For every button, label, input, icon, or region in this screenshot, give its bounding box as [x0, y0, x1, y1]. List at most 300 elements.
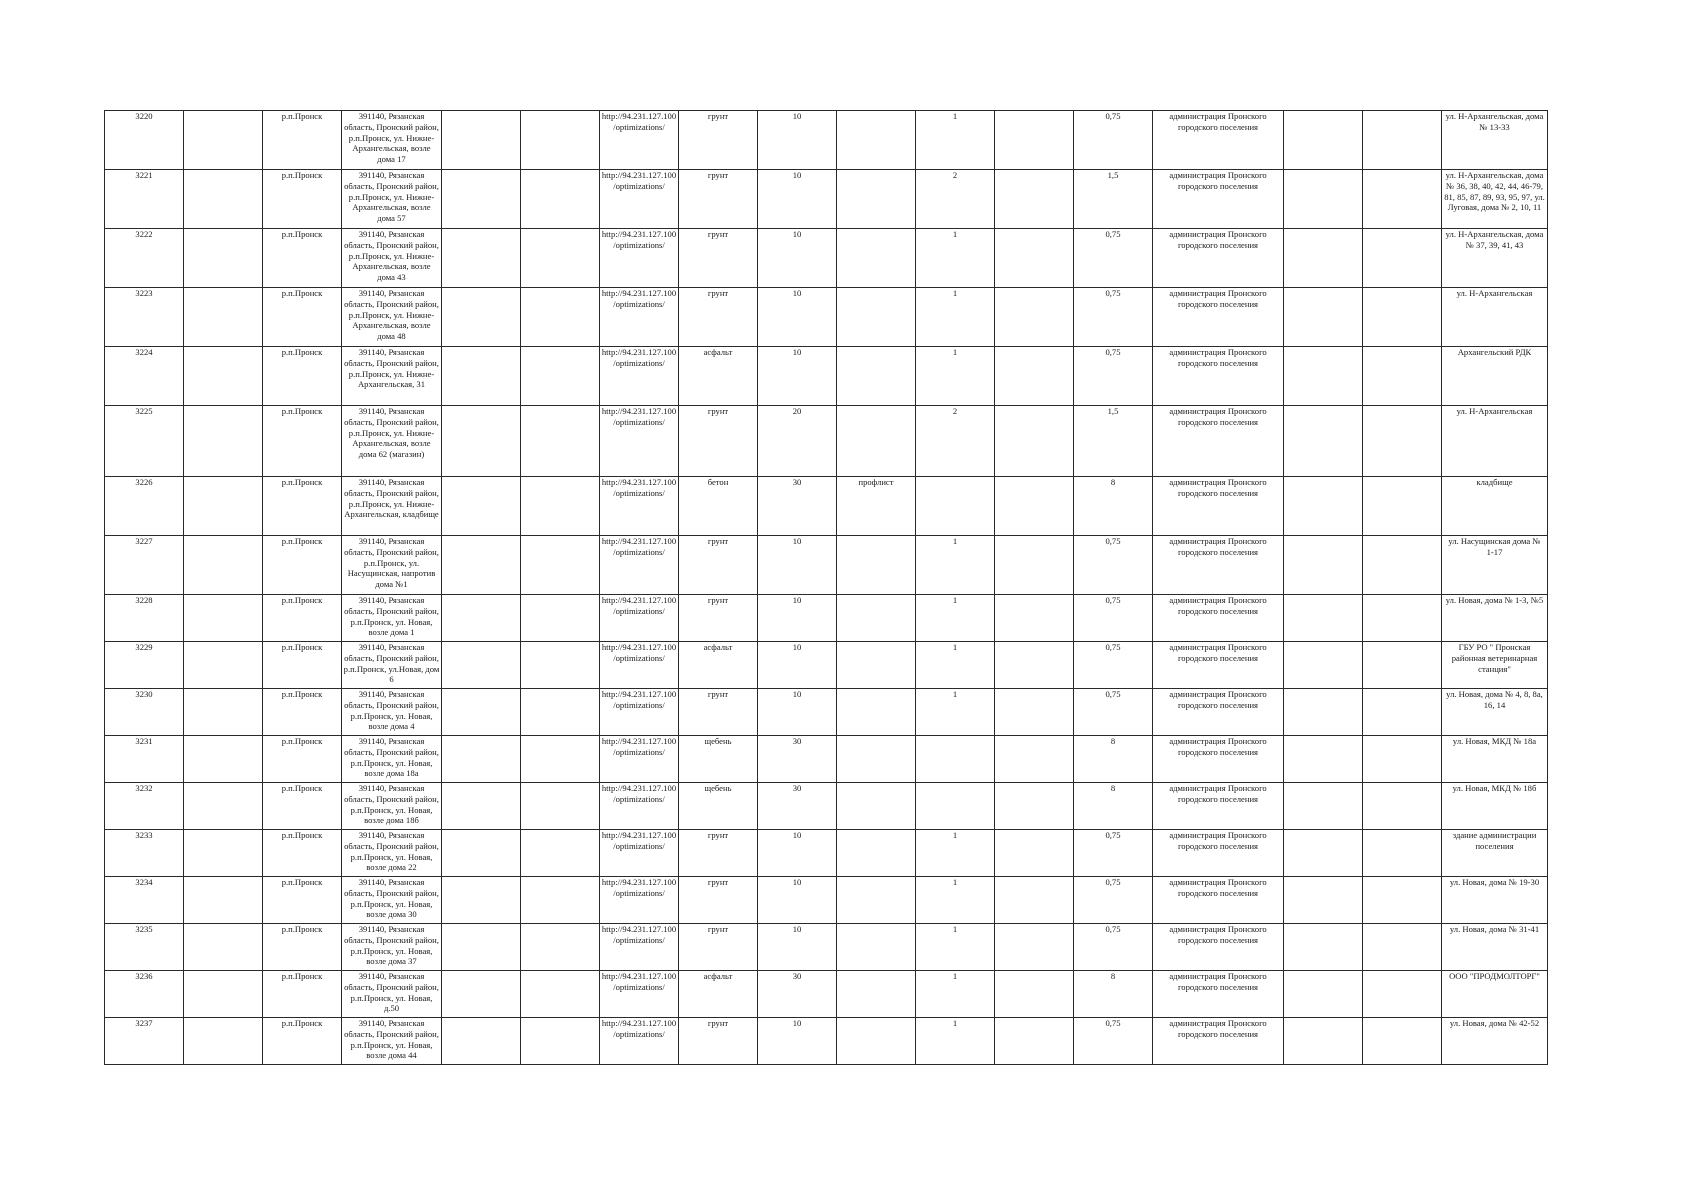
cell-empty-f	[1363, 347, 1442, 406]
cell-address: 391140, Рязанская область, Пронский район, р.п.Пронск, ул. Новая, возле дома 1	[342, 595, 442, 642]
table-body	[105, 111, 1548, 1065]
cell-empty-b	[442, 288, 521, 347]
cell-fence	[837, 229, 916, 288]
cell-locality: р.п.Пронск	[263, 830, 342, 877]
cell-owner: администрация Пронского городского поселения	[1153, 971, 1284, 1018]
cell-sources: здание администрации поселения	[1442, 830, 1548, 877]
waste-sites-table	[104, 110, 1548, 1065]
cell-empty-f	[1363, 536, 1442, 595]
cell-volume: 0,75	[1074, 288, 1153, 347]
cell-fence	[837, 642, 916, 689]
cell-empty-b	[442, 783, 521, 830]
cell-sources: ул. Новая, МКД № 18а	[1442, 736, 1548, 783]
cell-empty-b	[442, 877, 521, 924]
cell-empty-c	[521, 783, 600, 830]
cell-url: http://94.231.127.100/optimizations/	[600, 595, 679, 642]
registry-sheet	[104, 110, 1546, 1065]
cell-url: http://94.231.127.100/optimizations/	[600, 689, 679, 736]
cell-id: 3221	[105, 170, 184, 229]
cell-containers	[916, 477, 995, 536]
cell-empty-c	[521, 111, 600, 170]
cell-sources: ул. Новая, дома № 31-41	[1442, 924, 1548, 971]
cell-url: http://94.231.127.100/optimizations/	[600, 1018, 679, 1065]
cell-url: http://94.231.127.100/optimizations/	[600, 229, 679, 288]
cell-containers: 1	[916, 229, 995, 288]
cell-owner: администрация Пронского городского поселения	[1153, 924, 1284, 971]
cell-id: 3224	[105, 347, 184, 406]
cell-locality: р.п.Пронск	[263, 229, 342, 288]
cell-empty-c	[521, 406, 600, 477]
cell-empty-c	[521, 229, 600, 288]
cell-area: 10	[758, 111, 837, 170]
cell-empty-a	[184, 288, 263, 347]
cell-fence	[837, 971, 916, 1018]
cell-fence	[837, 877, 916, 924]
cell-sources: ул. Насущинская дома № 1-17	[1442, 536, 1548, 595]
cell-empty-f	[1363, 877, 1442, 924]
cell-surface: грунт	[679, 1018, 758, 1065]
table-row	[105, 477, 1548, 536]
cell-area: 30	[758, 477, 837, 536]
cell-volume: 8	[1074, 736, 1153, 783]
cell-locality: р.п.Пронск	[263, 288, 342, 347]
cell-empty-e	[1284, 595, 1363, 642]
cell-containers: 1	[916, 288, 995, 347]
cell-id: 3222	[105, 229, 184, 288]
cell-empty-a	[184, 877, 263, 924]
cell-containers: 1	[916, 924, 995, 971]
cell-volume: 1,5	[1074, 170, 1153, 229]
cell-surface: бетон	[679, 477, 758, 536]
cell-area: 20	[758, 406, 837, 477]
cell-sources: ГБУ РО " Пронская районная ветеринарная станция"	[1442, 642, 1548, 689]
cell-locality: р.п.Пронск	[263, 783, 342, 830]
cell-id: 3236	[105, 971, 184, 1018]
cell-id: 3230	[105, 689, 184, 736]
cell-address: 391140, Рязанская область, Пронский район, р.п.Пронск, ул. Новая, возле дома 22	[342, 830, 442, 877]
cell-empty-e	[1284, 288, 1363, 347]
cell-id: 3228	[105, 595, 184, 642]
cell-locality: р.п.Пронск	[263, 170, 342, 229]
cell-empty-a	[184, 783, 263, 830]
cell-empty-f	[1363, 971, 1442, 1018]
cell-containers: 1	[916, 595, 995, 642]
cell-url: http://94.231.127.100/optimizations/	[600, 736, 679, 783]
cell-empty-b	[442, 477, 521, 536]
cell-locality: р.п.Пронск	[263, 536, 342, 595]
cell-locality: р.п.Пронск	[263, 642, 342, 689]
cell-empty-c	[521, 1018, 600, 1065]
cell-fence	[837, 1018, 916, 1065]
cell-owner: администрация Пронского городского поселения	[1153, 406, 1284, 477]
table-row	[105, 1018, 1548, 1065]
cell-id: 3235	[105, 924, 184, 971]
cell-empty-f	[1363, 477, 1442, 536]
cell-empty-a	[184, 1018, 263, 1065]
cell-fence	[837, 111, 916, 170]
cell-volume: 0,75	[1074, 924, 1153, 971]
cell-empty-f	[1363, 736, 1442, 783]
cell-containers: 1	[916, 347, 995, 406]
cell-empty-f	[1363, 830, 1442, 877]
cell-address: 391140, Рязанская область, Пронский район, р.п.Пронск, ул. Нижне-Архангельская, возле дома 17	[342, 111, 442, 170]
cell-sources: ул. Новая, МКД № 18б	[1442, 783, 1548, 830]
cell-empty-a	[184, 736, 263, 783]
cell-surface: грунт	[679, 830, 758, 877]
cell-empty-e	[1284, 1018, 1363, 1065]
cell-locality: р.п.Пронск	[263, 477, 342, 536]
cell-empty-d	[995, 595, 1074, 642]
table-row	[105, 347, 1548, 406]
cell-fence	[837, 689, 916, 736]
cell-owner: администрация Пронского городского поселения	[1153, 595, 1284, 642]
cell-empty-a	[184, 595, 263, 642]
cell-surface: грунт	[679, 288, 758, 347]
cell-empty-a	[184, 347, 263, 406]
cell-address: 391140, Рязанская область, Пронский район, р.п.Пронск, ул. Новая, возле дома 18а	[342, 736, 442, 783]
cell-empty-d	[995, 170, 1074, 229]
cell-empty-e	[1284, 830, 1363, 877]
cell-empty-d	[995, 877, 1074, 924]
cell-empty-c	[521, 477, 600, 536]
cell-surface: щебень	[679, 783, 758, 830]
cell-empty-e	[1284, 877, 1363, 924]
cell-empty-a	[184, 924, 263, 971]
cell-id: 3225	[105, 406, 184, 477]
cell-empty-d	[995, 477, 1074, 536]
cell-url: http://94.231.127.100/optimizations/	[600, 830, 679, 877]
cell-empty-c	[521, 971, 600, 1018]
cell-id: 3237	[105, 1018, 184, 1065]
cell-containers: 1	[916, 642, 995, 689]
cell-empty-b	[442, 229, 521, 288]
table-row	[105, 406, 1548, 477]
cell-url: http://94.231.127.100/optimizations/	[600, 924, 679, 971]
cell-owner: администрация Пронского городского поселения	[1153, 111, 1284, 170]
cell-sources: ул. Н-Архангельская, дома № 37, 39, 41, 43	[1442, 229, 1548, 288]
cell-id: 3233	[105, 830, 184, 877]
cell-empty-f	[1363, 288, 1442, 347]
cell-empty-b	[442, 111, 521, 170]
cell-empty-b	[442, 642, 521, 689]
cell-containers: 1	[916, 536, 995, 595]
cell-area: 10	[758, 347, 837, 406]
cell-empty-d	[995, 229, 1074, 288]
cell-empty-a	[184, 642, 263, 689]
cell-empty-d	[995, 924, 1074, 971]
cell-id: 3232	[105, 783, 184, 830]
cell-empty-a	[184, 111, 263, 170]
cell-empty-a	[184, 689, 263, 736]
cell-empty-f	[1363, 595, 1442, 642]
cell-locality: р.п.Пронск	[263, 595, 342, 642]
cell-owner: администрация Пронского городского поселения	[1153, 736, 1284, 783]
cell-surface: асфальт	[679, 347, 758, 406]
cell-address: 391140, Рязанская область, Пронский район, р.п.Пронск, ул. Новая, возле дома 4	[342, 689, 442, 736]
cell-volume: 0,75	[1074, 830, 1153, 877]
cell-containers: 1	[916, 111, 995, 170]
cell-owner: администрация Пронского городского поселения	[1153, 877, 1284, 924]
cell-empty-c	[521, 830, 600, 877]
cell-url: http://94.231.127.100/optimizations/	[600, 783, 679, 830]
table-row	[105, 111, 1548, 170]
cell-empty-b	[442, 689, 521, 736]
cell-url: http://94.231.127.100/optimizations/	[600, 406, 679, 477]
cell-address: 391140, Рязанская область, Пронский район, р.п.Пронск, ул. Нижне-Архангельская, возле дома 62 (магазин)	[342, 406, 442, 477]
cell-id: 3220	[105, 111, 184, 170]
table-row	[105, 536, 1548, 595]
cell-empty-e	[1284, 170, 1363, 229]
cell-containers: 1	[916, 830, 995, 877]
cell-address: 391140, Рязанская область, Пронский район, р.п.Пронск, ул. Нижне-Архангельская, возле дома 43	[342, 229, 442, 288]
cell-area: 10	[758, 924, 837, 971]
cell-empty-a	[184, 229, 263, 288]
table-row	[105, 877, 1548, 924]
cell-url: http://94.231.127.100/optimizations/	[600, 111, 679, 170]
cell-empty-d	[995, 406, 1074, 477]
cell-empty-e	[1284, 924, 1363, 971]
cell-address: 391140, Рязанская область, Пронский район, р.п.Пронск, ул. Нижне-Архангельская, возле дома 57	[342, 170, 442, 229]
cell-sources: ул. Н-Архангельская, дома № 36, 38, 40, 42, 44, 46-79, 81, 85, 87, 89, 93, 95, 97, ул. Луговая, дома № 2, 10, 11	[1442, 170, 1548, 229]
cell-empty-c	[521, 924, 600, 971]
cell-sources: ул. Новая, дома № 1-3, №5	[1442, 595, 1548, 642]
cell-surface: щебень	[679, 736, 758, 783]
cell-empty-f	[1363, 111, 1442, 170]
cell-id: 3231	[105, 736, 184, 783]
cell-fence	[837, 170, 916, 229]
cell-url: http://94.231.127.100/optimizations/	[600, 877, 679, 924]
cell-sources: Архангельский РДК	[1442, 347, 1548, 406]
cell-fence	[837, 288, 916, 347]
cell-empty-c	[521, 689, 600, 736]
cell-locality: р.п.Пронск	[263, 111, 342, 170]
cell-empty-f	[1363, 406, 1442, 477]
cell-empty-f	[1363, 229, 1442, 288]
table-row	[105, 288, 1548, 347]
cell-sources: ул. Новая, дома № 42-52	[1442, 1018, 1548, 1065]
cell-containers: 1	[916, 971, 995, 1018]
cell-containers: 1	[916, 1018, 995, 1065]
cell-sources: ул. Н-Архангельская, дома № 13-33	[1442, 111, 1548, 170]
cell-containers: 2	[916, 406, 995, 477]
cell-fence	[837, 536, 916, 595]
cell-empty-d	[995, 347, 1074, 406]
cell-empty-a	[184, 971, 263, 1018]
table-row	[105, 595, 1548, 642]
cell-empty-c	[521, 347, 600, 406]
cell-address: 391140, Рязанская область, Пронский район, р.п.Пронск, ул. Новая, возле дома 37	[342, 924, 442, 971]
cell-volume: 0,75	[1074, 689, 1153, 736]
cell-fence	[837, 783, 916, 830]
cell-owner: администрация Пронского городского поселения	[1153, 642, 1284, 689]
cell-empty-d	[995, 536, 1074, 595]
cell-volume: 0,75	[1074, 347, 1153, 406]
cell-empty-b	[442, 595, 521, 642]
cell-sources: ООО "ПРОДМОЛТОРГ"	[1442, 971, 1548, 1018]
cell-volume: 0,75	[1074, 536, 1153, 595]
cell-sources: кладбище	[1442, 477, 1548, 536]
cell-address: 391140, Рязанская область, Пронский район, р.п.Пронск, ул.Новая, дом 6	[342, 642, 442, 689]
cell-sources: ул. Новая, дома № 4, 8, 8а, 16, 14	[1442, 689, 1548, 736]
cell-fence	[837, 595, 916, 642]
cell-area: 30	[758, 783, 837, 830]
cell-locality: р.п.Пронск	[263, 1018, 342, 1065]
cell-containers: 1	[916, 877, 995, 924]
cell-address: 391140, Рязанская область, Пронский район, р.п.Пронск, ул. Новая, возле дома 44	[342, 1018, 442, 1065]
cell-empty-e	[1284, 347, 1363, 406]
cell-sources: ул. Новая, дома № 19-30	[1442, 877, 1548, 924]
cell-empty-f	[1363, 170, 1442, 229]
cell-url: http://94.231.127.100/optimizations/	[600, 971, 679, 1018]
cell-volume: 0,75	[1074, 877, 1153, 924]
cell-empty-d	[995, 830, 1074, 877]
cell-fence	[837, 406, 916, 477]
cell-surface: грунт	[679, 595, 758, 642]
cell-fence	[837, 830, 916, 877]
cell-empty-e	[1284, 477, 1363, 536]
cell-empty-b	[442, 924, 521, 971]
cell-empty-b	[442, 1018, 521, 1065]
cell-fence	[837, 736, 916, 783]
cell-area: 10	[758, 1018, 837, 1065]
table-row	[105, 689, 1548, 736]
cell-empty-a	[184, 406, 263, 477]
cell-volume: 8	[1074, 477, 1153, 536]
table-row	[105, 783, 1548, 830]
cell-fence	[837, 347, 916, 406]
cell-empty-e	[1284, 642, 1363, 689]
cell-address: 391140, Рязанская область, Пронский район, р.п.Пронск, ул. Насущинская, напротив дома №1	[342, 536, 442, 595]
cell-address: 391140, Рязанская область, Пронский район, р.п.Пронск, ул. Новая, возле дома 18б	[342, 783, 442, 830]
cell-locality: р.п.Пронск	[263, 736, 342, 783]
cell-volume: 0,75	[1074, 595, 1153, 642]
cell-area: 10	[758, 642, 837, 689]
cell-area: 10	[758, 288, 837, 347]
cell-empty-c	[521, 877, 600, 924]
table-row	[105, 736, 1548, 783]
cell-surface: грунт	[679, 170, 758, 229]
cell-sources: ул. Н-Архангельская	[1442, 288, 1548, 347]
cell-containers: 1	[916, 689, 995, 736]
cell-volume: 0,75	[1074, 642, 1153, 689]
cell-locality: р.п.Пронск	[263, 924, 342, 971]
cell-surface: грунт	[679, 111, 758, 170]
cell-area: 10	[758, 536, 837, 595]
cell-address: 391140, Рязанская область, Пронский район, р.п.Пронск, ул. Новая, д.50	[342, 971, 442, 1018]
cell-empty-f	[1363, 689, 1442, 736]
cell-volume: 8	[1074, 971, 1153, 1018]
cell-locality: р.п.Пронск	[263, 877, 342, 924]
cell-empty-e	[1284, 111, 1363, 170]
cell-owner: администрация Пронского городского поселения	[1153, 830, 1284, 877]
cell-fence: профлист	[837, 477, 916, 536]
cell-empty-d	[995, 689, 1074, 736]
cell-id: 3223	[105, 288, 184, 347]
cell-surface: грунт	[679, 924, 758, 971]
cell-empty-e	[1284, 406, 1363, 477]
cell-empty-d	[995, 111, 1074, 170]
cell-empty-a	[184, 170, 263, 229]
cell-area: 10	[758, 689, 837, 736]
cell-empty-d	[995, 642, 1074, 689]
cell-owner: администрация Пронского городского поселения	[1153, 170, 1284, 229]
cell-area: 10	[758, 170, 837, 229]
cell-empty-b	[442, 830, 521, 877]
cell-empty-b	[442, 406, 521, 477]
cell-url: http://94.231.127.100/optimizations/	[600, 288, 679, 347]
cell-surface: грунт	[679, 406, 758, 477]
cell-owner: администрация Пронского городского поселения	[1153, 536, 1284, 595]
cell-area: 30	[758, 736, 837, 783]
cell-empty-b	[442, 170, 521, 229]
cell-area: 10	[758, 595, 837, 642]
cell-empty-a	[184, 830, 263, 877]
cell-sources: ул. Н-Архангельская	[1442, 406, 1548, 477]
cell-locality: р.п.Пронск	[263, 406, 342, 477]
cell-address: 391140, Рязанская область, Пронский район, р.п.Пронск, ул. Нижне-Архангельская, кладбище	[342, 477, 442, 536]
cell-empty-e	[1284, 736, 1363, 783]
table-row	[105, 170, 1548, 229]
cell-url: http://94.231.127.100/optimizations/	[600, 347, 679, 406]
cell-address: 391140, Рязанская область, Пронский район, р.п.Пронск, ул. Новая, возле дома 30	[342, 877, 442, 924]
cell-empty-d	[995, 736, 1074, 783]
cell-containers	[916, 736, 995, 783]
cell-locality: р.п.Пронск	[263, 689, 342, 736]
cell-fence	[837, 924, 916, 971]
cell-url: http://94.231.127.100/optimizations/	[600, 536, 679, 595]
cell-url: http://94.231.127.100/optimizations/	[600, 477, 679, 536]
cell-id: 3229	[105, 642, 184, 689]
cell-area: 10	[758, 229, 837, 288]
cell-volume: 0,75	[1074, 111, 1153, 170]
cell-surface: грунт	[679, 536, 758, 595]
cell-empty-a	[184, 536, 263, 595]
cell-area: 10	[758, 877, 837, 924]
cell-locality: р.п.Пронск	[263, 971, 342, 1018]
cell-empty-c	[521, 536, 600, 595]
cell-owner: администрация Пронского городского поселения	[1153, 347, 1284, 406]
cell-owner: администрация Пронского городского поселения	[1153, 229, 1284, 288]
cell-empty-e	[1284, 971, 1363, 1018]
cell-locality: р.п.Пронск	[263, 347, 342, 406]
cell-owner: администрация Пронского городского поселения	[1153, 1018, 1284, 1065]
cell-empty-d	[995, 783, 1074, 830]
table-row	[105, 229, 1548, 288]
cell-surface: грунт	[679, 689, 758, 736]
cell-id: 3234	[105, 877, 184, 924]
cell-empty-f	[1363, 642, 1442, 689]
cell-empty-d	[995, 971, 1074, 1018]
cell-empty-c	[521, 736, 600, 783]
cell-containers: 2	[916, 170, 995, 229]
cell-volume: 8	[1074, 783, 1153, 830]
cell-volume: 0,75	[1074, 229, 1153, 288]
cell-volume: 1,5	[1074, 406, 1153, 477]
cell-url: http://94.231.127.100/optimizations/	[600, 170, 679, 229]
cell-owner: администрация Пронского городского поселения	[1153, 783, 1284, 830]
cell-surface: асфальт	[679, 971, 758, 1018]
cell-owner: администрация Пронского городского поселения	[1153, 689, 1284, 736]
cell-area: 10	[758, 830, 837, 877]
cell-empty-e	[1284, 536, 1363, 595]
cell-address: 391140, Рязанская область, Пронский район, р.п.Пронск, ул. Нижне-Архангельская, возле дома 48	[342, 288, 442, 347]
cell-empty-f	[1363, 924, 1442, 971]
cell-empty-e	[1284, 783, 1363, 830]
cell-empty-b	[442, 736, 521, 783]
cell-empty-c	[521, 595, 600, 642]
cell-empty-d	[995, 1018, 1074, 1065]
cell-owner: администрация Пронского городского поселения	[1153, 288, 1284, 347]
